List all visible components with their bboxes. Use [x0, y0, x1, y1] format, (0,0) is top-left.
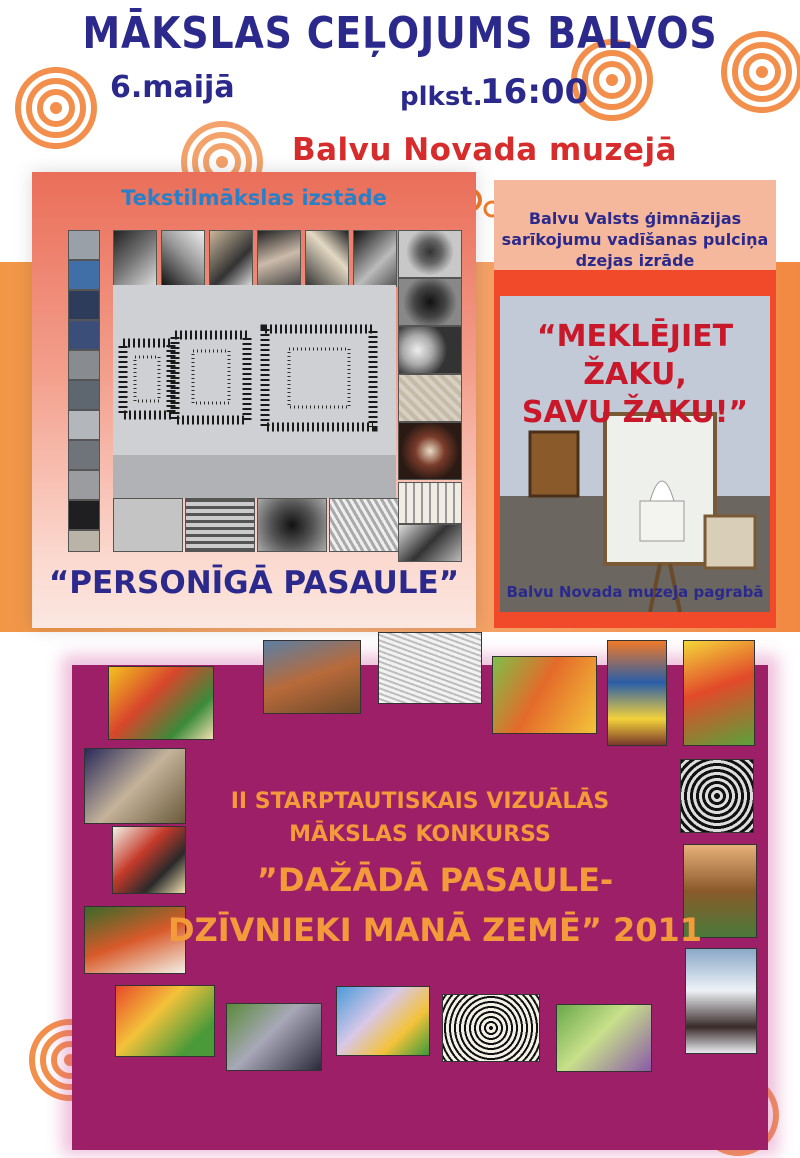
- contest-line: II STARPTAUTISKAIS VIZUĀLĀS: [230, 789, 610, 814]
- textile-thumb: [113, 498, 183, 552]
- textile-thumb: [68, 530, 100, 552]
- contest-line: ”DAŽĀDĀ PASAULE-: [256, 861, 614, 899]
- childrens-artwork: [115, 985, 215, 1057]
- childrens-artwork: [683, 640, 755, 746]
- textile-exhibition-title: Tekstilmākslas izstāde: [121, 186, 387, 210]
- textile-thumb: [68, 470, 100, 500]
- textile-thumb: [305, 230, 349, 287]
- textile-thumb: [209, 230, 253, 287]
- textile-thumb: [68, 230, 100, 260]
- textile-thumb: [398, 278, 462, 326]
- textile-thumb: [398, 230, 462, 278]
- textile-artworks-illustration: [113, 285, 396, 498]
- poetry-show-title: [494, 318, 776, 432]
- organizer-line: sarīkojumu vadīšanas pulciņa: [501, 230, 769, 249]
- time-label: plkst.: [400, 82, 483, 112]
- textile-thumb: [68, 260, 100, 290]
- quote-line: SAVU ŽAKU!”: [521, 395, 749, 430]
- organizer-line: dzejas izrāde: [575, 251, 695, 270]
- event-date: 6.maijā: [110, 70, 235, 105]
- textile-thumb: [398, 422, 462, 480]
- textile-thumb: [68, 320, 100, 350]
- childrens-artwork: [226, 1003, 322, 1071]
- childrens-artwork: [607, 640, 667, 746]
- textile-thumb-row-bottom: [113, 498, 398, 550]
- organizer-line: Balvu Valsts ģimnāzijas: [528, 209, 742, 228]
- textile-thumb: [161, 230, 205, 287]
- childrens-artwork: [685, 948, 757, 1054]
- poetry-organizer: [494, 208, 776, 271]
- textile-thumb: [398, 524, 462, 562]
- quote-line: “MEKLĒJIET ŽAKU,: [536, 319, 734, 392]
- textile-thumb: [68, 290, 100, 320]
- textile-thumb: [329, 498, 399, 552]
- textile-thumb: [257, 230, 301, 287]
- textile-thumb: [257, 498, 327, 552]
- textile-thumb: [68, 440, 100, 470]
- contest-subtitle: [160, 785, 680, 851]
- contest-title: [140, 855, 730, 955]
- childrens-artwork: [263, 640, 361, 714]
- page-title: MĀKSLAS CEĻOJUMS BALVOS: [82, 8, 718, 59]
- textile-thumb-column-right: [398, 230, 460, 560]
- textile-thumb: [68, 410, 100, 440]
- childrens-artwork: [336, 986, 430, 1056]
- textile-thumb: [113, 230, 157, 287]
- textile-thumb: [398, 482, 462, 524]
- textile-thumb: [68, 350, 100, 380]
- textile-thumb: [353, 230, 397, 287]
- textile-exhibition-photo: [113, 285, 396, 498]
- contest-line: MĀKSLAS KONKURSS: [289, 822, 551, 847]
- event-time: 16:00: [480, 72, 589, 112]
- childrens-artwork: [492, 656, 597, 734]
- textile-thumb: [398, 374, 462, 422]
- childrens-artwork: [108, 666, 214, 740]
- textile-thumb: [68, 500, 100, 530]
- textile-thumb: [398, 326, 462, 374]
- childrens-artwork: [442, 994, 540, 1062]
- childrens-artwork: [556, 1004, 652, 1072]
- textile-thumb-column: [68, 230, 98, 550]
- childrens-artwork: [378, 632, 482, 704]
- textile-thumb-row-top: [113, 230, 398, 285]
- textile-exhibition-name: “PERSONĪGĀ PASAULE”: [48, 565, 460, 601]
- poetry-location: Balvu Novada muzeja pagrabā: [506, 583, 764, 601]
- contest-line: DZĪVNIEKI MANĀ ZEMĒ” 2011: [167, 911, 703, 949]
- venue: Balvu Novada muzejā: [292, 132, 677, 168]
- textile-thumb: [185, 498, 255, 552]
- childrens-artwork: [680, 759, 754, 833]
- textile-thumb: [68, 380, 100, 410]
